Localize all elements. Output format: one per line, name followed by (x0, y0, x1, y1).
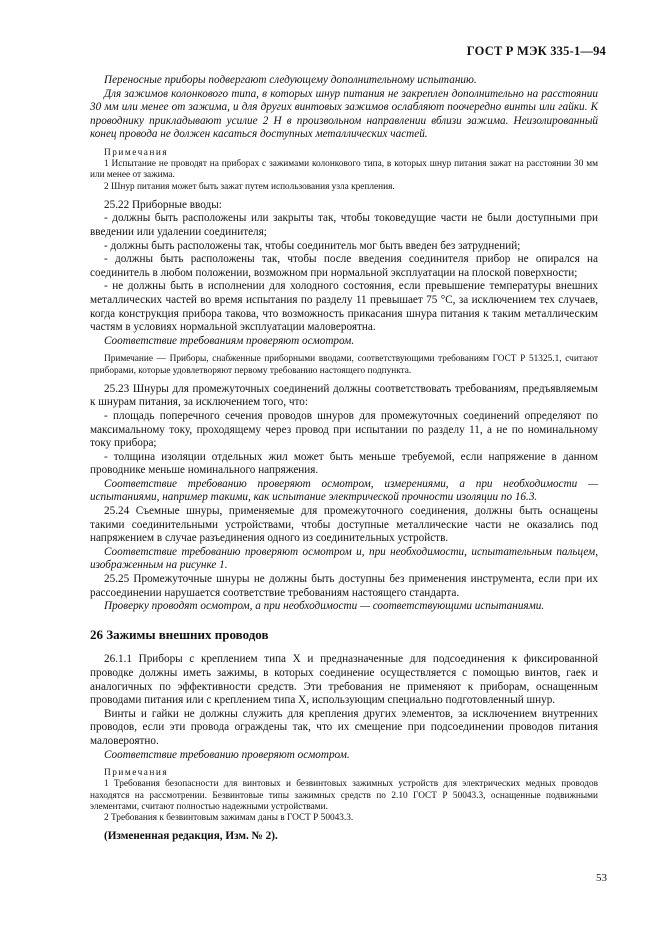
list-item: - площадь поперечного сечения проводов шнуров для промежуточных соединений определяют по максимальному току, проходящему через провод при испытании по разделу 11, а не по номинальному току прибора; (90, 409, 598, 450)
notes-heading: Примечания (104, 147, 169, 158)
clause-25-25: 25.25 Промежуточные шнуры не должны быть доступны без применения инструмента, если при их рассоединении нарушается соответствие требованиям настоящего стандарта. (90, 573, 598, 599)
section-title: 26 Зажимы внешних проводов (90, 626, 269, 642)
notes-heading: Примечания (104, 768, 169, 779)
note: Примечание — Приборы, снабженные приборными вводами, соответствующими требованиям ГОСТ Р 51325.1, считают приборами, которые удовлетворяют первому требованию настоящего подпункта. (90, 354, 598, 376)
list-item: - должны быть расположены или закрыты так, чтобы токоведущие части не были доступными при введении или удалении соединителя; (90, 212, 598, 238)
note: 1 Испытание не проводят на приборах с зажимами колонкового типа, в которых шнур питания зажат на расстоянии 30 мм или менее от зажима. (90, 159, 598, 181)
compliance-check: Соответствие требованию проверяют осмотром. (104, 748, 350, 761)
compliance-check: Соответствие требованию проверяют осмотром и, при необходимости, испытательным пальцем, изображенным на рисунке 1. (90, 545, 598, 572)
document-header: ГОСТ Р МЭК 335-1—94 (466, 44, 606, 58)
compliance-check: Соответствие требованиям проверяют осмотром. (104, 334, 355, 347)
note: 2 Шнур питания может быть зажат путем использования узла крепления. (104, 181, 395, 192)
clause-26-1-1: 26.1.1 Приборы с креплением типа X и предназначенные для подсоединения к фиксированной проводке должны иметь зажимы, в которых соединение осуществляется с помощью винтов, гаек и аналогичных по эффективности средств. Эти требования не применяют к приборам, оснащенным проводами питания или с креплением типа X, использующим специально подготовленный шнур. (90, 653, 598, 707)
note: 1 Требования безопасности для винтовых и безвинтовых зажимных устройств для электрических медных проводов находятся на рассмотрении. Безвинтовые типы зажимных средств по 2.10 ГОСТ Р 50043.3, оснащенные подвижными элементами, считают полностью надежными устройствами. (90, 779, 598, 812)
clause-25-22: 25.22 Приборные вводы: (104, 198, 222, 211)
amendment-note: (Измененная редакция, Изм. № 2). (104, 830, 278, 843)
paragraph: Переносные приборы подвергают следующему дополнительному испытанию. (104, 74, 477, 86)
list-item: - должны быть расположены так, чтобы соединитель мог быть введен без затруднений; (104, 239, 521, 252)
paragraph: Винты и гайки не должны служить для крепления других элементов, за исключением внутренних проводов, если эти провода ограждены так, что их смещение при подсоединении проводов питания маловероятно. (90, 707, 598, 747)
document-body (90, 74, 598, 844)
page-number: 53 (596, 872, 607, 884)
paragraph: Для зажимов колонкового типа, в которых шнур питания не закреплен дополнительно на расстоянии 30 мм или менее от зажима, и для других винтовых зажимов ослабляют поочередно винты или гайки. К проводнику прикладывают усилие 2 Н в произвольном направлении вблизи зажима. Неизолированный конец провода не должен касаться доступных металлических частей. (90, 87, 598, 141)
clause-25-24: 25.24 Съемные шнуры, применяемые для промежуточного соединения, должны быть оснащены такими соединительными устройствами, чтобы доступные металлические части не оказались под напряжением в случае разъединения одного из соединительных устройств. (90, 505, 598, 545)
compliance-check: Проверку проводят осмотром, а при необходимости — соответствующими испытаниями. (104, 600, 545, 613)
note: 2 Требования к безвинтовым зажимам даны в ГОСТ Р 50043.3. (104, 812, 354, 823)
list-item: - не должны быть в исполнении для холодного состояния, если превышение температуры внешних металлических частей во время испытания по разделу 11 превышает 75 °С, за исключением тех случаев, когда конструкция прибора такова, что возможность прикасания шнура питания к таким металлическим частям в условиях нормальной эксплуатации маловероятна. (90, 280, 598, 334)
compliance-check: Соответствие требованию проверяют осмотром, измерениями, а при необходимости — испытаниями, например такими, как испытание электрической прочности изоляции по 16.3. (90, 477, 598, 504)
list-item: - должны быть расположены так, чтобы после введения соединителя прибор не опирался на соединитель в любом положении, возможном при нормальной эксплуатации на плоской поверхности; (90, 253, 598, 279)
clause-25-23: 25.23 Шнуры для промежуточных соединений должны соответствовать требованиям, предъявляемым к шнурам питания, за исключением того, что: (90, 382, 598, 409)
list-item: - толщина изоляции отдельных жил может быть меньше требуемой, если напряжение в данном проводнике меньше номинального напряжения. (90, 450, 598, 477)
